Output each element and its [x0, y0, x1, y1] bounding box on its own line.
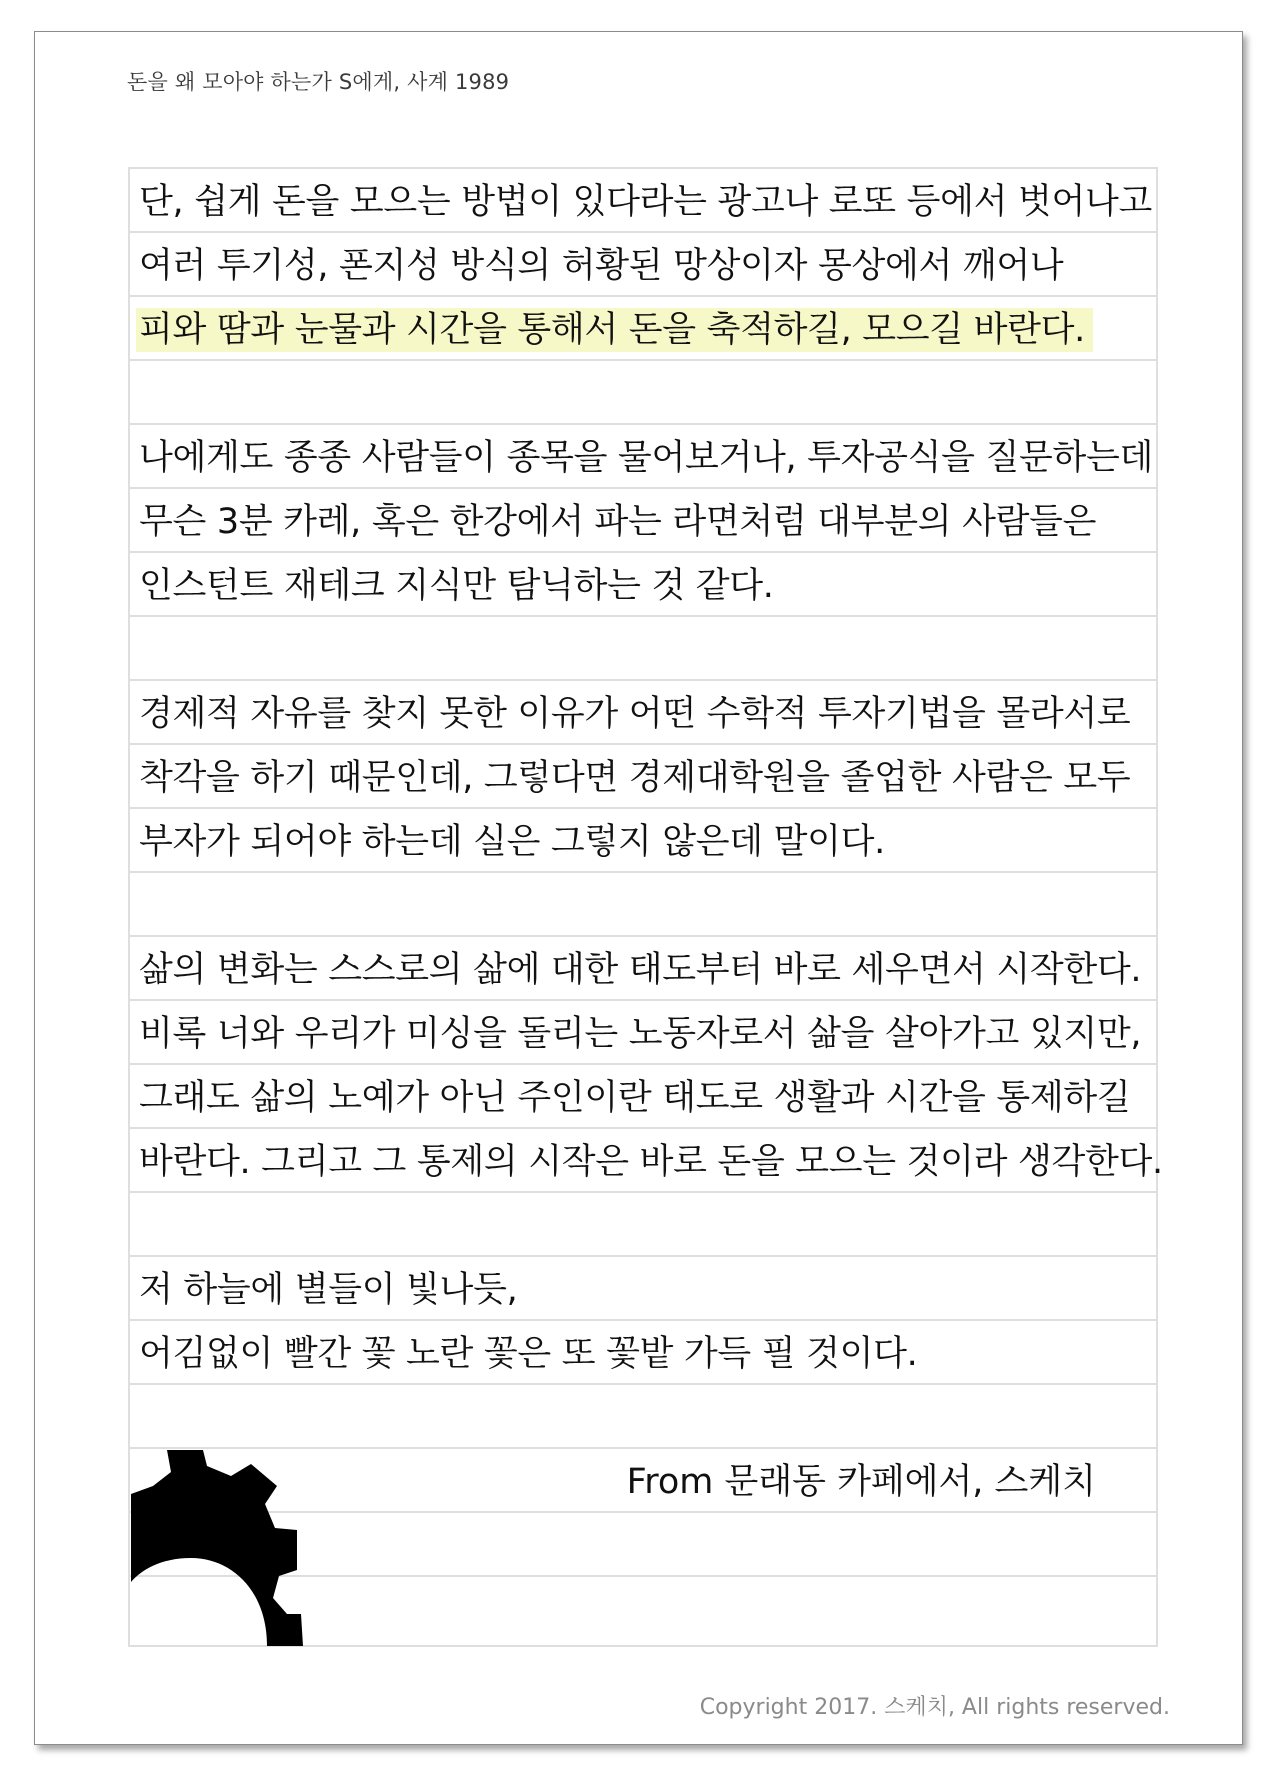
text-line-row	[130, 553, 1156, 617]
text-line-row	[130, 425, 1156, 489]
text-line: 그래도 삶의 노예가 아닌 주인이란 태도로 생활과 시간을 통제하길	[139, 1078, 1131, 1118]
signature-text: From 문래동 카페에서, 스케치	[626, 1462, 1096, 1502]
text-line: 부자가 되어야 하는데 실은 그렇지 않은데 말이다.	[139, 822, 885, 862]
text-line: 단, 쉽게 돈을 모으는 방법이 있다라는 광고나 로또 등에서 벗어나고	[139, 182, 1153, 222]
text-line: 경제적 자유를 찾지 못한 이유가 어떤 수학적 투자기법을 몰라서로	[139, 694, 1131, 734]
text-line: 착각을 하기 때문인데, 그렇다면 경제대학원을 졸업한 사람은 모두	[139, 758, 1131, 798]
text-line-row	[130, 297, 1156, 361]
lined-note-area	[128, 167, 1163, 1647]
copyright-notice: Copyright 2017. 스케치, All rights reserved.	[699, 1695, 1170, 1720]
text-line: 인스턴트 재테크 지식만 탐닉하는 것 같다.	[139, 566, 774, 606]
text-line-row	[130, 1065, 1156, 1129]
text-line-row	[130, 1129, 1163, 1193]
blank-ruled-row	[130, 1385, 1156, 1449]
text-line-row	[130, 745, 1156, 809]
text-line-row	[130, 1257, 1156, 1321]
text-line-row	[130, 809, 1156, 873]
highlighted-text-line: 피와 땀과 눈물과 시간을 통해서 돈을 축적하길, 모으길 바란다.	[136, 308, 1093, 352]
text-line: 여러 투기성, 폰지성 방식의 허황된 망상이자 몽상에서 깨어나	[139, 246, 1064, 286]
text-line: 무슨 3분 카레, 혹은 한강에서 파는 라면처럼 대부분의 사람들은	[139, 502, 1097, 542]
text-line: 나에게도 종종 사람들이 종목을 물어보거나, 투자공식을 질문하는데	[139, 438, 1154, 478]
text-line-row	[130, 1321, 1156, 1385]
text-line: 저 하늘에 별들이 빛나듯,	[139, 1270, 518, 1310]
gear-icon	[131, 1450, 371, 1646]
blank-ruled-row	[130, 1193, 1156, 1257]
text-line-row	[130, 1001, 1156, 1065]
blank-ruled-row	[130, 361, 1156, 425]
text-line: 어김없이 빨간 꽃 노란 꽃은 또 꽃밭 가득 필 것이다.	[139, 1334, 918, 1374]
blank-ruled-row	[130, 873, 1156, 937]
text-line-row	[130, 233, 1156, 297]
text-line: 바란다. 그리고 그 통제의 시작은 바로 돈을 모으는 것이라 생각한다.	[139, 1142, 1163, 1182]
text-line-row	[130, 169, 1156, 233]
text-line-row	[130, 937, 1156, 1001]
text-line: 삶의 변화는 스스로의 삶에 대한 태도부터 바로 세우면서 시작한다.	[139, 950, 1142, 990]
blank-ruled-row	[130, 617, 1156, 681]
text-line: 비록 너와 우리가 미싱을 돌리는 노동자로서 삶을 살아가고 있지만,	[139, 1014, 1142, 1054]
text-line-row	[130, 489, 1156, 553]
text-line-row	[130, 681, 1156, 745]
page-header-title: 돈을 왜 모아야 하는가 S에게, 사계 1989	[127, 70, 510, 94]
